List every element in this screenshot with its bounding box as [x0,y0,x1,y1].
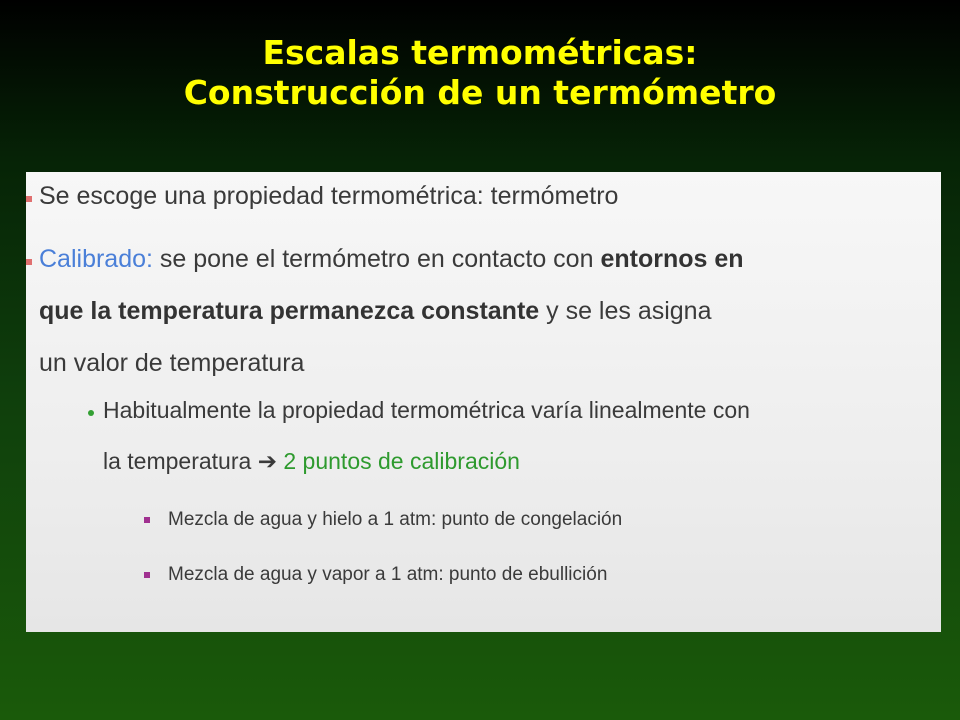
bullet-2-bold-a: entornos en [600,245,744,273]
bullet-2-bold-b: que la temperatura permanezca constante [39,297,540,325]
bullet-4-text: Mezcla de agua y hielo a 1 atm: punto de congelación [168,509,623,530]
bullet-marker-icon [26,259,32,265]
bullet-2-line-1 [39,244,744,274]
bullet-marker-icon [88,410,94,416]
bullet-1-text: Se escoge una propiedad termométrica: termómetro [39,182,619,210]
bullet-5-text: Mezcla de agua y vapor a 1 atm: punto de ebullición [168,564,608,585]
bullet-2-line-2 [39,296,712,326]
arrow-right-icon: ➔ [257,448,277,474]
slide-title-line2: Construcción de un termómetro [183,73,777,112]
content-panel [26,172,941,632]
bullet-marker-icon [26,196,32,202]
bullet-3-text-b: la temperatura [103,448,258,474]
calibration-points-highlight: 2 puntos de calibración [276,448,520,474]
bullet-3-line-1: Habitualmente la propiedad termométrica varía linealmente con [103,397,750,423]
bullet-2-text-a: se pone el termómetro en contacto con [152,245,601,273]
bullet-marker-icon [144,517,150,523]
slide-title-line1: Escalas termométricas: [262,33,698,72]
calibrado-label: Calibrado: [39,245,153,273]
slide-title [0,33,960,113]
bullet-3-line-2 [103,447,520,475]
bullet-2-text-b: y se les asigna [539,297,712,325]
bullet-2-line-3: un valor de temperatura [39,349,305,377]
bullet-marker-icon [144,572,150,578]
